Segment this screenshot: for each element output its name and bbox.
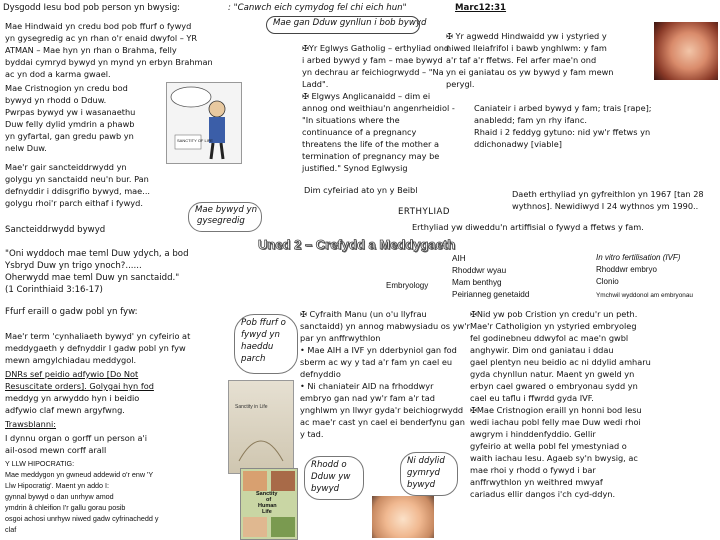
permitted-line: Rhaid i 2 feddyg gytuno: nid yw'r ffetws yn	[474, 127, 651, 137]
scripture-line: Oherwydd mae teml Duw yn sanctaidd."	[5, 273, 180, 283]
fert-line: • Ni chaniateir AID na frhoddwyr	[300, 381, 434, 391]
header-reference: Marc12:31	[455, 3, 507, 13]
fertr-line: gael plentyn neu beidio ac ni ddylid amharu	[470, 357, 651, 367]
fertr-line: wedi iachau pobl felly mae Duw wedi rhoi	[470, 417, 641, 427]
cloud-line: haeddu	[241, 342, 274, 352]
book-title: Sanctity in Life	[235, 404, 268, 410]
fert-line: par yn anffrwythlon	[300, 333, 381, 343]
cloud-line: Ni ddylid	[407, 456, 445, 466]
abortion-definition: Erthyliad yw diweddu'n artiffisial o fywyd a ffetws y fam.	[412, 222, 644, 232]
fertr-line: gyda chynllun natur. Maent yn gweld yn	[470, 369, 635, 379]
unit-title: Uned 2 – Crefydd a Meddygaeth	[258, 237, 456, 252]
hippo-line: Mae meddygon yn gwneud addewid o'r enw 'Y	[5, 470, 154, 479]
sanctity-label: SANCTITY OF LIFE	[177, 138, 213, 143]
fertr-line: waith iachau Iesu. Agaeb sy'n bwysig, ac	[470, 453, 638, 463]
hindu-line: ATMAN – Mae hyn yn rhan o Brahma, felly	[5, 45, 177, 55]
church-line: justified." Synod Eglwysig	[302, 163, 408, 173]
hindu-abortion-line: perygl.	[446, 79, 475, 89]
fert-line: sanctaidd) yn annog mabwysiadu os yw'r	[300, 321, 470, 331]
cloud-no-kill	[400, 452, 458, 496]
embryology-item: In vitro fertilisation (IVF)	[596, 253, 681, 262]
cloud-banner	[266, 16, 427, 34]
sanct-line: defnyddir i ddisgrifio bywyd, mae...	[5, 186, 151, 196]
cloud-line: bywyd	[407, 480, 436, 490]
hindu-line: yn gysegredig ac yn rhan o'r enaid dwyfol – YR	[5, 33, 198, 43]
hindu-line: Mae Hindwaid yn credu bod pob ffurf o fywyd	[5, 21, 192, 31]
christ-line: nelw Duw.	[5, 143, 47, 153]
cloud-line: fywyd yn	[241, 330, 280, 340]
permitted-line: anabledd; fam yn rhy ifanc.	[474, 115, 587, 125]
sanct-line: golygu rhoi'r parch eithaf i fywyd.	[5, 198, 143, 208]
church-line: ✠ Elgwys Anglicanaidd – dim ei	[302, 91, 431, 101]
cloud-line: Rhodd o	[311, 460, 347, 470]
fertr-line: fel godinebneu ddwyfol ac mae'n gwbl	[470, 333, 629, 343]
church-line: i arbed bywyd y fam – mae bywyd	[302, 55, 443, 65]
embryology-label: Embryology	[386, 281, 429, 290]
respect-line: ail-osod mewn corff arall	[5, 445, 107, 455]
hindu-abortion-line: a'r taf a'r ffetws. Fel arfer mae'n ond	[446, 55, 597, 65]
sanctity-cartoon-image	[166, 82, 242, 164]
church-line: continuance of a pregnancy	[302, 127, 417, 137]
foetus-image	[654, 22, 718, 80]
embryology-item: Clonio	[596, 277, 619, 286]
baby-image	[372, 496, 434, 538]
sanct-line: Mae'r gair sancteiddrwydd yn	[5, 162, 127, 172]
respect-line: meddygaeth y defnyddir I gadw pobl yn fyw	[5, 343, 186, 353]
embryology-item: Ymchwil wyddonol am embryonau	[596, 292, 693, 299]
permitted-line: Caniateir i arbed bywyd y fam; trais [rape];	[474, 103, 652, 113]
fert-line: y tad.	[300, 429, 324, 439]
cloud-line: Dduw yw	[311, 472, 351, 482]
cloud-line: Mae bywyd yn	[195, 205, 258, 215]
fertr-line: Mae'r Catholigion yn ystyried embryoleg	[470, 321, 637, 331]
collage-title: Sanctity	[256, 491, 278, 497]
hindu-abortion-line: ✠ Yr agwedd Hindwaidd yw i ystyried y	[446, 31, 607, 41]
christ-line: Mae Cristnogion yn credu bod	[5, 83, 128, 93]
christ-line: Duw felly dylid ymdrin a phawb	[5, 119, 135, 129]
fertr-line: awgrym i hinddenfyddio. Gellir	[470, 429, 596, 439]
scripture-line: "Oni wyddoch mae teml Duw ydych, a bod	[5, 249, 189, 259]
cloud-line: gysegredig	[197, 216, 245, 226]
respect-line: Resuscitate orders]. Golygai hyn fod	[5, 381, 154, 391]
christ-line: yn gyfartal, gan gredu pawb yn	[5, 131, 134, 141]
cloud-line: parch	[241, 354, 266, 364]
book-cover-image	[228, 380, 294, 474]
cloud-gift	[304, 456, 364, 500]
hindu-line: ac yn dod a karma gwael.	[5, 69, 111, 79]
cloud-sacred	[188, 202, 262, 232]
fertr-line: cariadus ellir dangos i'ch cyd-ddyn.	[470, 489, 616, 499]
respect-line: Trawsblanni:	[5, 419, 57, 429]
fertr-line: ✠Nid yw pob Cristion yn credu'r un peth.	[470, 309, 638, 319]
cloud-line: bywyd	[311, 484, 340, 494]
law-line: wythnos]. Newidiwyd I 24 wythnos ym 1990..	[512, 201, 699, 211]
church-line: threatens the life of the mother a	[302, 139, 439, 149]
cloud-respect	[234, 314, 298, 374]
hippo-line: ymdrin â chleifion I'r gallu gorau posib	[5, 503, 126, 512]
fert-line: embryo gan nad yw'r fam a'r tad	[300, 393, 435, 403]
church-line: Ladd".	[302, 79, 329, 89]
fert-line: defnyddio	[300, 369, 341, 379]
christ-line: bywyd yn rhodd o Dduw.	[5, 95, 107, 105]
embryology-item: AIH	[452, 254, 466, 263]
collage-title: Human	[258, 503, 277, 509]
respect-line: adfywio claf mewn argyfwng.	[5, 405, 125, 415]
fertr-line: erbyn cael gwared o embryonau sydd yn	[470, 381, 638, 391]
hindu-line: byddai cymryd bywyd yn mynd yn erbyn Brahman	[5, 57, 213, 67]
respect-line: DNRs sef peidio adfywio [Do Not	[5, 369, 139, 379]
sanctity-heading: Sancteiddrwydd bywyd	[5, 225, 106, 235]
respect-title: Ffurf eraill o gadw pobl yn fyw:	[5, 307, 138, 317]
hippo-line: osgoi achosi unrhyw niwed gadw cyfrinachedd y	[5, 514, 159, 523]
church-line: ✠Yr Eglwys Gatholig – erthyliad ond	[302, 43, 450, 53]
fertr-line: cael eu taflu i ffwrdd gyda IVF.	[470, 393, 594, 403]
collage-title: of	[266, 497, 272, 503]
fertr-line: anffrwythlon yn weithred mwyaf	[470, 477, 603, 487]
fert-line: ✠ Cyfraith Manu (un o'u llyfrau	[300, 309, 427, 319]
respect-line: Mae'r term 'cynhaliaeth bywyd' yn cyfeirio at	[5, 331, 191, 341]
hindu-abortion-line: niwed lleiafrifol i bawb ynghlwm: y fam	[446, 43, 607, 53]
sanctity-human-life-image	[240, 468, 298, 540]
hippo-line: claf	[5, 525, 17, 534]
hippo-line: Y LLW HIPOCRATIG:	[5, 459, 75, 468]
erthyliad-heading: ERTHYLIAD	[398, 207, 451, 217]
fert-line: ac mae'r cast yn cael ei benderfynu gan	[300, 417, 465, 427]
banner-text: Mae gan Dduw gynllun i bob bywyd	[273, 18, 427, 28]
hippo-line: Llw Hipocratig'. Maent yn addo I:	[5, 481, 110, 490]
fertr-line: ✠Mae Cristnogion eraill yn honni bod Iesu	[470, 405, 642, 415]
respect-line: I dynnu organ o gorff un person a'i	[5, 433, 148, 443]
bible-note: Dim cyfeiriad ato yn y Beibl	[304, 185, 418, 195]
embryology-item: Rhoddwr embryo	[596, 265, 657, 274]
respect-line: meddyg yn arwyddo hyn i beidio	[5, 393, 140, 403]
law-line: Daeth erthyliad yn gyfreithlon yn 1967 [tan 28	[512, 189, 704, 199]
cloud-line: Pob ffurf o	[241, 318, 286, 328]
church-line: "In situations where the	[302, 115, 400, 125]
scripture-line: Ysbryd Duw yn trigo ynoch?......	[5, 261, 142, 271]
christ-line: Pwrpas bywyd yw i wasanaethu	[5, 107, 136, 117]
fertr-line: anghywir. Dim ond ganiatau i ddau	[470, 345, 614, 355]
fert-line: sberm ac wy y tad a'r fam yn cael eu	[300, 357, 453, 367]
fertr-line: gyfeirio at wella pobl fel ymestyniad o	[470, 441, 627, 451]
cloud-line: gymryd	[407, 468, 440, 478]
permitted-line: ddichonadwy [viable]	[474, 139, 562, 149]
church-line: yn dechrau ar feichiogrwydd – "Na	[302, 67, 444, 77]
embryology-item: Peirianneg genetaidd	[452, 290, 530, 299]
hippo-line: gynnal bywyd o dan unrhyw amod	[5, 492, 114, 501]
sanct-line: golygu yn sanctaidd neu'n bur. Pan	[5, 174, 149, 184]
fert-line: ynghlwm yn llwyr gyda'r beichiogrwydd	[300, 405, 464, 415]
header-title: Dysgodd Iesu bod pob person yn bwysig:	[3, 3, 181, 13]
church-line: termination of pregnancy may be	[302, 151, 440, 161]
fertr-line: mae rhoi y rhodd o fywyd i bar	[470, 465, 596, 475]
embryology-item: Mam benthyg	[452, 278, 502, 287]
embryology-item: Rhoddwr wyau	[452, 266, 507, 275]
header-quote: : "Canwch eich cymydog fel chi eich hun"	[228, 3, 407, 13]
fert-line: • Mae AIH a IVF yn dderbyniol gan fod	[300, 345, 457, 355]
scripture-line: (1 Corinthiaid 3:16-17)	[5, 285, 103, 295]
church-line: annog ond weithiau'n angenrheidiol -	[302, 103, 455, 113]
hindu-abortion-line: yn ei ganiatau os yw bywyd y fam mewn	[446, 67, 614, 77]
collage-title: Life	[262, 509, 272, 515]
respect-line: mewn amgylchiadau meddygol.	[5, 355, 137, 365]
